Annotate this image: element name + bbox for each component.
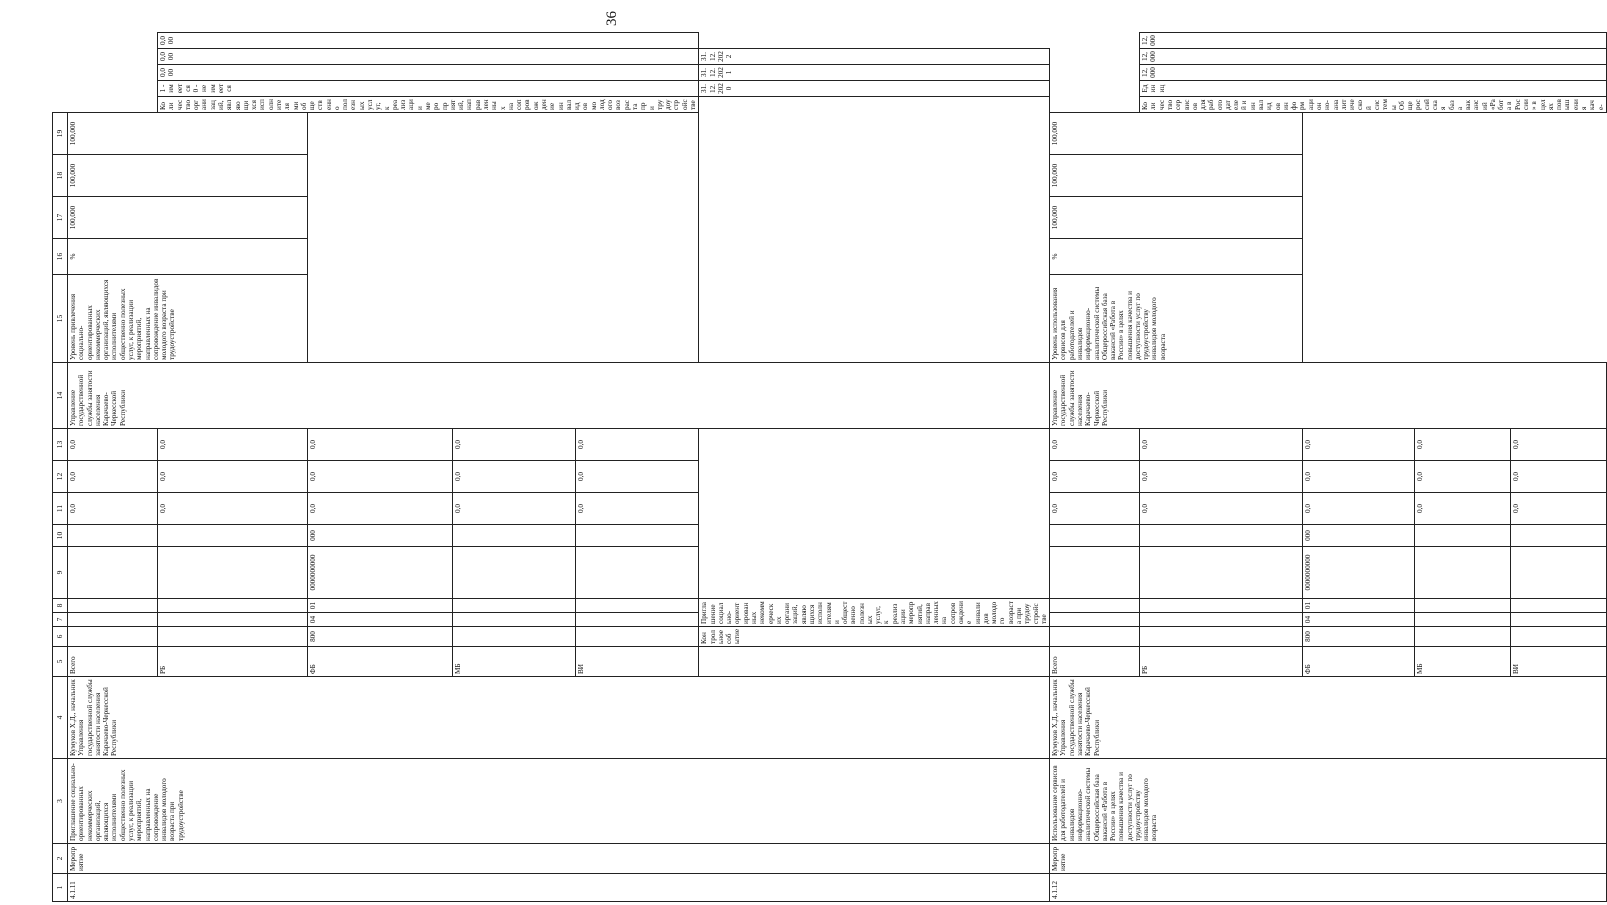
budget-cell: 0,0 [1415,493,1511,525]
budget-cell: 04 [307,613,452,627]
budget-cell: РБ [1140,647,1303,677]
indicator-value-2022: 100,000 [68,113,308,155]
budget-cell [576,627,699,647]
indicator-value-2020: 12,000 [1140,65,1607,81]
budget-cell: 800 [1302,627,1415,647]
page-number: 36 [604,11,620,27]
column-header: 14 [53,363,68,429]
budget-total-cell [68,613,158,627]
indicator-value-2022: 0,000 [158,33,699,49]
budget-cell: 0,0 [1511,493,1607,525]
column-header: 1 [53,874,68,902]
indicator-name: Количество организаций, являющихся исполнителями общественно полезных услуг, к реализации мероприятий, направленных на сопровождение инвалидов молодого возраста при трудоустройстве [158,97,699,113]
budget-cell: 0,0 [307,493,452,525]
budget-cell: 0,0 [1302,493,1415,525]
budget-cell [1511,525,1607,547]
budget-cell: ВИ [1511,647,1607,677]
budget-cell: 0,0 [158,429,308,461]
column-header: 17 [53,197,68,239]
indicator-unit: % [68,239,308,275]
budget-cell [158,525,308,547]
budget-cell [1140,547,1303,599]
budget-total-cell [1050,627,1140,647]
indicator-value-2020: 100,000 [1050,197,1303,239]
budget-cell [1511,627,1607,647]
budget-cell: 0,0 [1302,429,1415,461]
budget-cell [1140,525,1303,547]
budget-cell [1415,599,1511,613]
budget-cell: 0,0 [1302,461,1415,493]
budget-cell: 0,0 [158,461,308,493]
budget-total-cell [1050,547,1140,599]
budget-total-cell: 0,0 [1050,461,1140,493]
responsible-person: Кумуков Х.Д., начальник Управления государственной службы занятости населения Карачаево-Черкесской Республики [1050,677,1607,759]
budget-cell: 0000000000 [1302,547,1415,599]
indicator-unit: 1 - имеется 0 - не имеется [158,81,699,97]
budget-cell: 0,0 [1140,493,1303,525]
control-date: 31.12.2022 [699,49,1050,65]
executor: Управление государственной службы занятости населения Карачаево-Черкесской Республики [1050,363,1607,429]
budget-cell [1511,547,1607,599]
budget-cell: 0,0 [307,429,452,461]
budget-total-cell: Всего [68,647,158,677]
indicator-value-2021: 100,000 [68,155,308,197]
budget-cell: 0,0 [1415,429,1511,461]
budget-cell: МБ [1415,647,1511,677]
indicator-name: Уровень использования сервисов для работодателей и инвалидов информационно-аналитической системы Общероссийская база вакансий «Работа в России» в целях повышения качества и доступности услуг по трудоустройству инвалидов молодого возраста [1050,275,1303,363]
budget-total-cell [68,599,158,613]
budget-cell [1415,613,1511,627]
budget-cell: 0000000000 [307,547,452,599]
budget-cell: 04 [1302,613,1415,627]
indicator-value-2021: 100,000 [1050,155,1303,197]
column-header: 16 [53,239,68,275]
budget-cell: МБ [452,647,575,677]
table-row [68,33,158,902]
column-header: 10 [53,525,68,547]
budget-cell: 0,0 [452,429,575,461]
budget-cell: 01 [307,599,452,613]
column-header: 19 [53,113,68,155]
budget-total-cell [68,627,158,647]
row-id [699,647,1050,677]
budget-cell [1140,599,1303,613]
budget-cell [452,525,575,547]
column-header: 15 [53,275,68,363]
column-header: 13 [53,429,68,461]
budget-cell: 0,0 [158,493,308,525]
table-row [53,33,68,902]
budget-cell: 0,0 [576,429,699,461]
row-id: 4.1.11 [68,874,1050,902]
control-date: 31.12.2021 [699,65,1050,81]
column-header: 3 [53,759,68,844]
column-header: 8 [53,599,68,613]
indicator-unit: % [1050,239,1303,275]
budget-cell [1415,547,1511,599]
budget-cell: 000 [307,525,452,547]
row-type: Мероприятие [1050,844,1607,874]
budget-cell [1415,627,1511,647]
row-type: Мероприятие [68,844,1050,874]
budget-cell [452,547,575,599]
indicator-value-2020: 0,000 [158,65,699,81]
budget-cell: 0,0 [576,493,699,525]
budget-cell [576,525,699,547]
table-row [1050,33,1140,902]
empty-cell [699,97,1050,599]
budget-cell: 000 [1302,525,1415,547]
row-name: Приглашение социально-ориентированных некоммерческих организаций, являющихся исполнителями общественно полезных услуг, к реализации мероприятий, направленных на сопровождение инвалидов молодого возраста при трудоустройстве [699,599,1050,627]
budget-cell [452,599,575,613]
budget-cell: РБ [158,647,308,677]
budget-total-cell: 0,0 [68,493,158,525]
indicator-value-2020: 100,000 [68,197,308,239]
budget-total-cell [68,547,158,599]
indicator-value-2021: 12,000 [1140,49,1607,65]
budget-cell: 0,0 [1415,461,1511,493]
budget-total-cell: 0,0 [68,429,158,461]
budget-cell: 0,0 [452,461,575,493]
budget-cell: 0,0 [307,461,452,493]
budget-cell: 0,0 [576,461,699,493]
column-header: 9 [53,547,68,599]
budget-cell [1415,525,1511,547]
budget-cell [158,547,308,599]
indicator-value-2022: 12,000 [1140,33,1607,49]
column-header: 18 [53,155,68,197]
budget-cell [452,627,575,647]
budget-total-cell: 0,0 [1050,429,1140,461]
budget-cell [1511,613,1607,627]
budget-total-cell: Всего [1050,647,1140,677]
column-header: 11 [53,493,68,525]
column-header: 5 [53,647,68,677]
indicator-unit: Единиц [1140,81,1607,97]
budget-cell: 0,0 [1511,461,1607,493]
column-header: 7 [53,613,68,627]
budget-cell [158,613,308,627]
budget-cell [158,627,308,647]
indicator-name: Количество сервисов для работодателей и инвалидов информационно-аналитической системы Общероссийская база вакансий «Работа в России» в целях повышения каче- [1140,97,1607,113]
budget-total-cell [68,525,158,547]
budget-cell: 0,0 [1511,429,1607,461]
program-table [52,32,1607,902]
budget-cell [452,613,575,627]
budget-cell: 0,0 [1140,461,1303,493]
budget-cell: ФБ [1302,647,1415,677]
budget-total-cell [1050,613,1140,627]
column-header: 12 [53,461,68,493]
budget-cell: 800 [307,627,452,647]
budget-total-cell: 0,0 [68,461,158,493]
budget-cell [1140,613,1303,627]
program-table-rotated [52,32,1605,902]
column-header: 2 [53,844,68,874]
row-type: Контрольное событие [699,627,1050,647]
budget-cell [576,547,699,599]
budget-cell: 0,0 [1140,429,1303,461]
indicator-name: Уровень привлечения социально-ориентированных некоммерческих организаций, являющихся исполнителями общественно полезных услуг, к реализации мероприятий, направленных на сопровождение инвалидов молодого возраста при трудоустройстве [68,275,308,363]
indicator-value-2022: 100,000 [1050,113,1303,155]
responsible-person: Кумуков Х.Д., начальник Управления государственной службы занятости населения Карачаево-Черкесской Республики [68,677,1050,759]
budget-total-cell [1050,525,1140,547]
budget-cell [576,613,699,627]
column-header: 4 [53,677,68,759]
budget-total-cell [1050,599,1140,613]
control-date: 31.12.2020 [699,81,1050,97]
budget-cell [158,599,308,613]
row-id: 4.1.12 [1050,874,1607,902]
budget-total-cell: 0,0 [1050,493,1140,525]
indicator-value-2021: 0,000 [158,49,699,65]
row-name: Приглашение социально-ориентированных некоммерческих организаций, являющихся исполнителями общественно полезных услуг, к реализации мероприятий, направленных на сопровождение инвалидов молодого возраста при трудоустройстве [68,759,1050,844]
budget-cell [1140,627,1303,647]
executor: Управление государственной службы занятости населения Карачаево-Черкесской Республики [68,363,1050,429]
column-header: 6 [53,627,68,647]
budget-cell: 01 [1302,599,1415,613]
budget-cell: ФБ [307,647,452,677]
budget-cell: ВИ [576,647,699,677]
row-name: Использование сервисов для работодателей и инвалидов информационно-аналитической системы Общероссийская база вакансий «Работа в России» в целях повышения качества и доступности услуг по трудоустройству инвалидов молодого возраста [1050,759,1607,844]
budget-cell [576,599,699,613]
budget-cell: 0,0 [452,493,575,525]
budget-cell [1511,599,1607,613]
